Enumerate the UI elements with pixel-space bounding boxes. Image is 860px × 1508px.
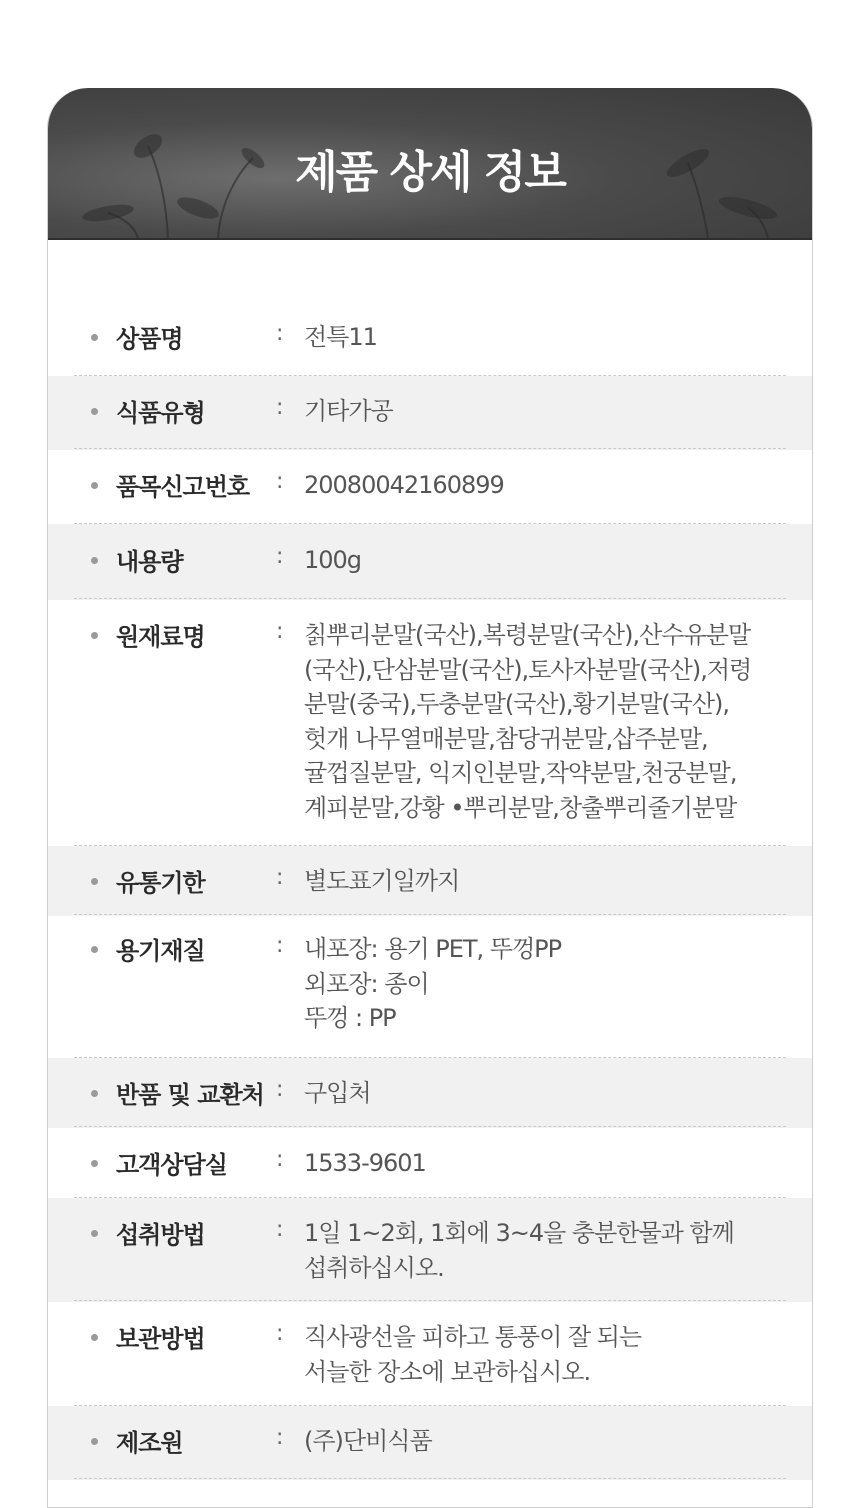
row-label: 제조원 bbox=[116, 1429, 183, 1457]
table-row bbox=[74, 1302, 786, 1406]
row-colon: : bbox=[276, 469, 284, 494]
table-row bbox=[74, 450, 786, 524]
row-value bbox=[304, 1076, 786, 1111]
row-colon: : bbox=[276, 1425, 284, 1450]
row-colon: : bbox=[276, 1077, 284, 1102]
bullet-icon bbox=[91, 1090, 98, 1097]
row-colon: : bbox=[276, 865, 284, 890]
row-value-line: 서늘한 장소에 보관하십시오. bbox=[304, 1357, 591, 1386]
row-value-line: 계피분말,강황 •뿌리분말,창출뿌리줄기분말 bbox=[304, 793, 737, 822]
row-label: 유통기한 bbox=[116, 869, 205, 897]
row-value-line: 기타가공 bbox=[304, 397, 393, 425]
bullet-icon bbox=[91, 946, 98, 953]
row-value-line: 구입처 bbox=[304, 1079, 371, 1107]
row-value-line: 분말(중국),두충분말(국산),황기분말(국산), bbox=[304, 690, 730, 718]
row-value bbox=[304, 618, 786, 825]
row-colon: : bbox=[276, 395, 284, 420]
row-value-line: (주)단비식품 bbox=[304, 1427, 432, 1455]
table-row bbox=[48, 376, 812, 450]
row-value-line: 100g bbox=[304, 546, 362, 574]
bullet-icon bbox=[91, 1160, 98, 1167]
row-label: 반품 및 교환처 bbox=[116, 1081, 264, 1109]
row-value-line: 직사광선을 피하고 통풍이 잘 되는 bbox=[304, 1323, 642, 1351]
table-row bbox=[48, 846, 812, 916]
row-value-line: 외포장: 종이 bbox=[304, 969, 429, 998]
row-value-line: 전특11 bbox=[304, 323, 377, 351]
row-colon: : bbox=[276, 1321, 284, 1346]
bullet-icon bbox=[91, 878, 98, 885]
table-row bbox=[48, 1058, 812, 1128]
table-row bbox=[48, 1406, 812, 1480]
row-colon: : bbox=[276, 619, 284, 644]
row-value-line: 1일 1~2회, 1회에 3~4을 충분한물과 함께 bbox=[304, 1219, 734, 1247]
row-label: 식품유형 bbox=[116, 399, 205, 427]
row-value bbox=[304, 864, 786, 899]
info-table bbox=[48, 302, 812, 1480]
header-banner bbox=[48, 88, 812, 240]
row-label: 품목신고번호 bbox=[116, 473, 250, 501]
bullet-icon bbox=[91, 334, 98, 341]
row-value bbox=[304, 1146, 786, 1181]
row-value bbox=[304, 1320, 786, 1389]
bullet-icon bbox=[91, 632, 98, 639]
row-label: 내용량 bbox=[116, 548, 183, 576]
row-value-line: 섭취하십시오. bbox=[304, 1253, 444, 1282]
row-label: 용기재질 bbox=[116, 937, 205, 965]
row-label: 원재료명 bbox=[116, 623, 205, 651]
row-value bbox=[304, 468, 786, 503]
row-value bbox=[304, 543, 786, 578]
table-row bbox=[74, 302, 786, 376]
row-colon: : bbox=[276, 933, 284, 958]
row-value bbox=[304, 1216, 786, 1285]
table-row bbox=[74, 916, 786, 1058]
row-colon: : bbox=[276, 1217, 284, 1242]
row-label: 상품명 bbox=[116, 325, 183, 353]
bullet-icon bbox=[91, 408, 98, 415]
table-row bbox=[74, 1128, 786, 1198]
bullet-icon bbox=[91, 482, 98, 489]
product-info-card bbox=[47, 88, 813, 1508]
table-row bbox=[48, 524, 812, 600]
row-value-line: 귤껍질분말, 익지인분말,작약분말,천궁분말, bbox=[304, 759, 737, 787]
row-value-line: 뚜껑 : PP bbox=[304, 1004, 396, 1032]
row-value-line: 20080042160899 bbox=[304, 471, 504, 499]
row-label: 고객상담실 bbox=[116, 1151, 227, 1179]
row-value-line: 칡뿌리분말(국산),복령분말(국산),산수유분말 bbox=[304, 621, 751, 649]
row-colon: : bbox=[276, 1147, 284, 1172]
row-label: 보관방법 bbox=[116, 1325, 205, 1353]
row-value bbox=[304, 320, 786, 355]
row-colon: : bbox=[276, 544, 284, 569]
row-value bbox=[304, 932, 786, 1036]
table-row bbox=[48, 1198, 812, 1302]
row-colon: : bbox=[276, 321, 284, 346]
row-value-line: 내포장: 용기 PET, 뚜껑PP bbox=[304, 935, 562, 963]
row-label: 섭취방법 bbox=[116, 1221, 205, 1249]
bullet-icon bbox=[91, 1334, 98, 1341]
bullet-icon bbox=[91, 1230, 98, 1237]
page-title: 제품 상세 정보 bbox=[295, 147, 565, 198]
table-row bbox=[74, 600, 786, 846]
row-value-line: 별도표기일까지 bbox=[304, 867, 460, 895]
row-value-line: 헛개 나무열매분말,참당귀분말,삽주분말, bbox=[304, 724, 708, 753]
row-value-line: 1533-9601 bbox=[304, 1149, 426, 1177]
row-value-line: (국산),단삼분말(국산),토사자분말(국산),저령 bbox=[304, 655, 752, 684]
bullet-icon bbox=[91, 557, 98, 564]
row-value bbox=[304, 1424, 786, 1459]
row-value bbox=[304, 394, 786, 429]
bullet-icon bbox=[91, 1438, 98, 1445]
